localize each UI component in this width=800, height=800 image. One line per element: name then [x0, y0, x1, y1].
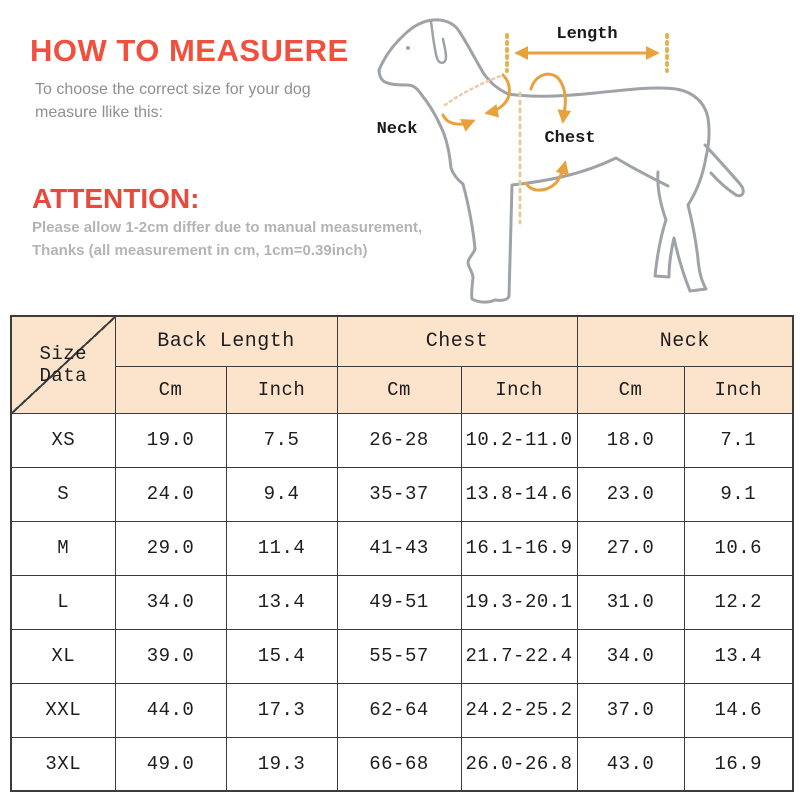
- size-label-cell: XS: [11, 413, 115, 467]
- chest-arrow-top: [531, 74, 565, 121]
- value-cell: 49.0: [115, 737, 226, 791]
- value-cell: 17.3: [226, 683, 337, 737]
- dog-hind-leg-outline: [655, 157, 706, 291]
- value-cell: 19.0: [115, 413, 226, 467]
- value-cell: 13.4: [226, 575, 337, 629]
- size-label-cell: M: [11, 521, 115, 575]
- value-cell: 11.4: [226, 521, 337, 575]
- dog-eye: [406, 46, 410, 50]
- corner-label: Size Data: [39, 342, 88, 387]
- value-cell: 27.0: [577, 521, 684, 575]
- neck-collar-dotted-line: [445, 75, 503, 105]
- value-cell: 24.0: [115, 467, 226, 521]
- value-cell: 24.2-25.2: [461, 683, 577, 737]
- value-cell: 26.0-26.8: [461, 737, 577, 791]
- dog-belly-outline: [495, 158, 668, 300]
- value-cell: 18.0: [577, 413, 684, 467]
- value-cell: 23.0: [577, 467, 684, 521]
- page-title: HOW TO MEASUERE: [30, 32, 349, 68]
- value-cell: 49-51: [337, 575, 461, 629]
- value-cell: 37.0: [577, 683, 684, 737]
- size-label-cell: XXL: [11, 683, 115, 737]
- table-row: [11, 575, 793, 629]
- value-cell: 15.4: [226, 629, 337, 683]
- table-row: [11, 521, 793, 575]
- value-cell: 62-64: [337, 683, 461, 737]
- dog-outline: [376, 20, 743, 302]
- value-cell: 16.9: [684, 737, 793, 791]
- value-cell: 10.6: [684, 521, 793, 575]
- attention-line-2: Thanks (all measurement in cm, 1cm=0.39inch): [32, 241, 368, 259]
- size-chart-table: [10, 315, 794, 792]
- attention-line-1: Please allow 1-2cm differ due to manual measurement,: [32, 219, 423, 236]
- value-cell: 7.1: [684, 413, 793, 467]
- size-table-header: [11, 316, 793, 413]
- value-cell: 10.2-11.0: [461, 413, 577, 467]
- table-row: [11, 683, 793, 737]
- value-cell: 14.6: [684, 683, 793, 737]
- chest-inch-header: Inch: [461, 366, 577, 413]
- value-cell: 16.1-16.9: [461, 521, 577, 575]
- attention-heading: ATTENTION:: [32, 183, 200, 215]
- back-length-inch-header: Inch: [226, 366, 337, 413]
- length-label: Length: [556, 25, 618, 44]
- neck-arrow-bottom: [443, 115, 473, 124]
- value-cell: 44.0: [115, 683, 226, 737]
- chest-cm-header: Cm: [337, 366, 461, 413]
- instructions-line-2: measure llike this:: [35, 104, 164, 122]
- value-cell: 34.0: [577, 629, 684, 683]
- neck-inch-header: Inch: [684, 366, 793, 413]
- value-cell: 19.3: [226, 737, 337, 791]
- group-back-length: Back Length: [115, 316, 337, 366]
- size-label-cell: XL: [11, 629, 115, 683]
- dog-ear-line: [431, 22, 446, 63]
- back-length-cm-header: Cm: [115, 366, 226, 413]
- value-cell: 9.4: [226, 467, 337, 521]
- value-cell: 21.7-22.4: [461, 629, 577, 683]
- table-row: [11, 629, 793, 683]
- value-cell: 7.5: [226, 413, 337, 467]
- dog-measurement-diagram: [358, 5, 800, 305]
- table-row: [11, 467, 793, 521]
- value-cell: 29.0: [115, 521, 226, 575]
- chest-arrow-bottom: [526, 163, 565, 190]
- value-cell: 34.0: [115, 575, 226, 629]
- value-cell: 31.0: [577, 575, 684, 629]
- value-cell: 13.8-14.6: [461, 467, 577, 521]
- value-cell: 19.3-20.1: [461, 575, 577, 629]
- table-row: [11, 413, 793, 467]
- neck-cm-header: Cm: [577, 366, 684, 413]
- size-label-cell: S: [11, 467, 115, 521]
- instructions-line-1: To choose the correct size for your dog: [35, 81, 311, 98]
- size-label-cell: L: [11, 575, 115, 629]
- size-label-cell: 3XL: [11, 737, 115, 791]
- value-cell: 43.0: [577, 737, 684, 791]
- dog-tail-outline: [705, 145, 743, 196]
- value-cell: 9.1: [684, 467, 793, 521]
- chest-label: Chest: [544, 129, 596, 148]
- value-cell: 39.0: [115, 629, 226, 683]
- value-cell: 55-57: [337, 629, 461, 683]
- value-cell: 35-37: [337, 467, 461, 521]
- value-cell: 66-68: [337, 737, 461, 791]
- corner-cell: [11, 316, 115, 413]
- value-cell: 13.4: [684, 629, 793, 683]
- value-cell: 41-43: [337, 521, 461, 575]
- value-cell: 26-28: [337, 413, 461, 467]
- value-cell: 12.2: [684, 575, 793, 629]
- neck-label: Neck: [376, 120, 418, 139]
- group-chest: Chest: [337, 316, 577, 366]
- measure-instructions: [35, 78, 311, 124]
- size-table-body: [11, 413, 793, 791]
- table-row: [11, 737, 793, 791]
- group-neck: Neck: [577, 316, 793, 366]
- dog-chest-front-leg-outline: [376, 70, 495, 302]
